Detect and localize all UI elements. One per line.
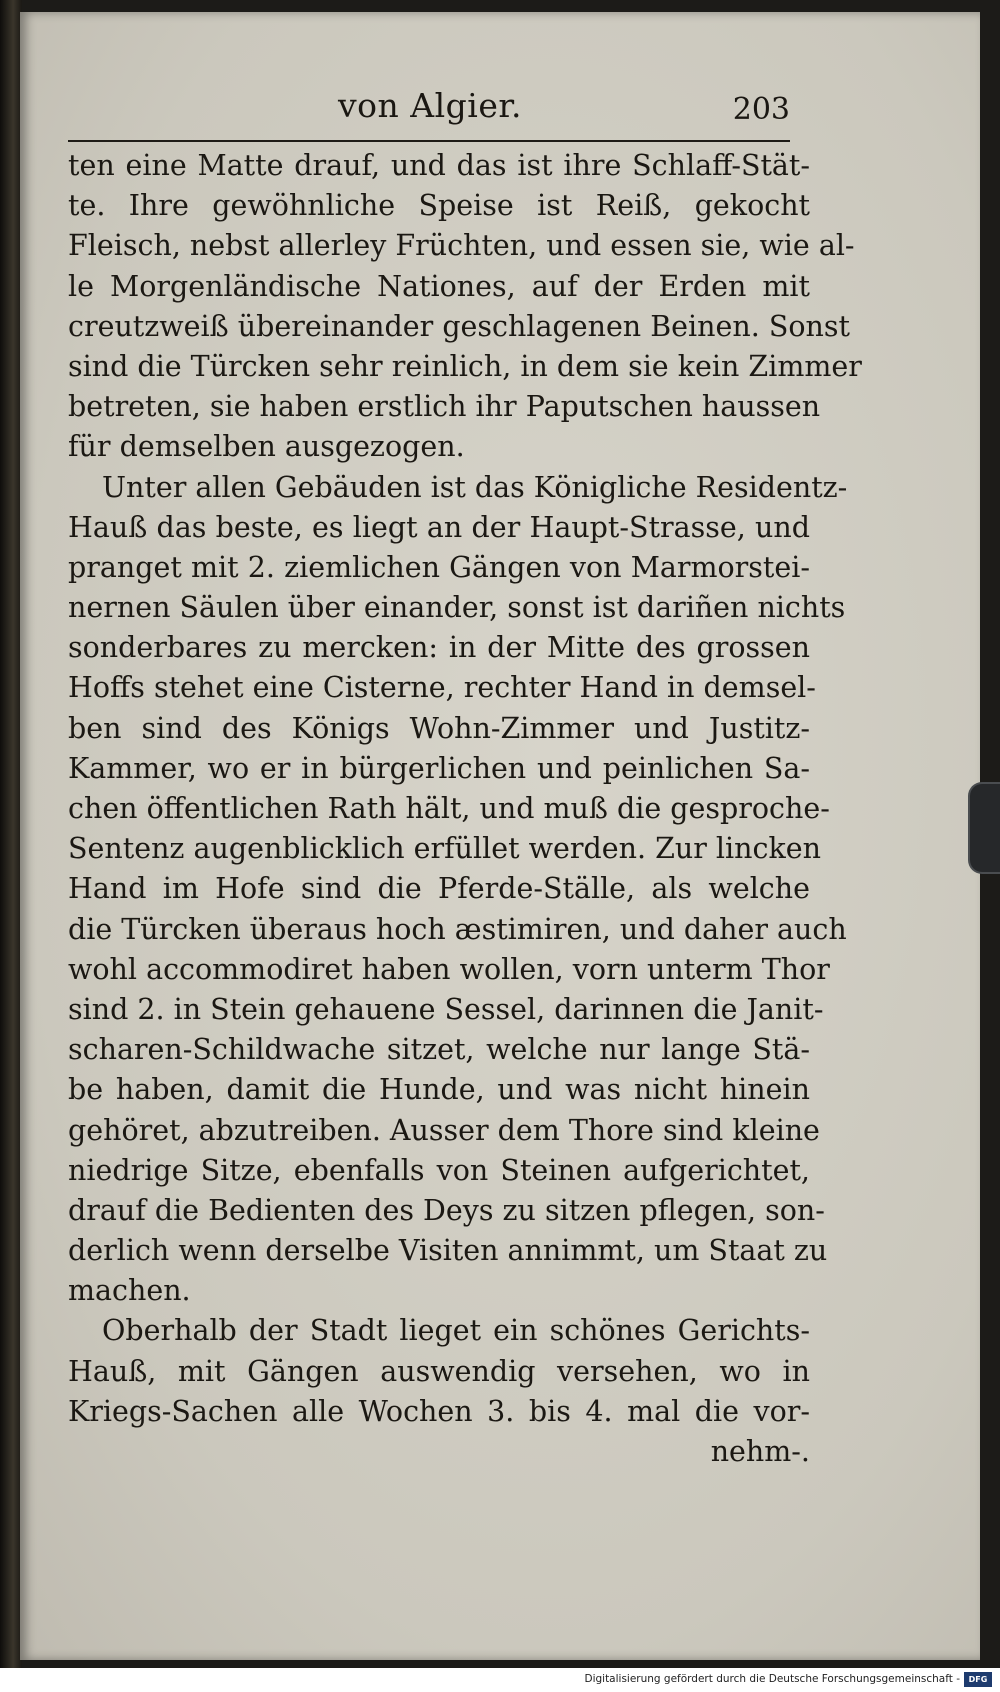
text-line: Hoffs stehet eine Cisterne, rechter Hand in demsel- xyxy=(68,671,816,705)
text-line: sonderbares zu mercken: in der Mitte des grossen xyxy=(68,631,810,665)
page-header xyxy=(70,86,790,138)
text-line: Sentenz augenblicklich erfüllet werden. Zur lincken xyxy=(68,832,821,866)
text-line: sind 2. in Stein gehauene Sessel, darinnen die Janit- xyxy=(68,992,824,1026)
text-line: Kriegs-Sachen alle Wochen 3. bis 4. mal die vor- xyxy=(68,1394,810,1428)
catchword: nehm-. xyxy=(710,1435,810,1468)
body-text xyxy=(68,146,862,1472)
text-line: Oberhalb der Stadt lieget ein schönes Gerichts- xyxy=(102,1314,810,1348)
dfg-logo-icon: DFG xyxy=(964,1672,992,1687)
text-line: betreten, sie haben erstlich ihr Paputschen haussen xyxy=(68,390,821,424)
text-line: für demselben ausgezogen. xyxy=(68,430,465,464)
text-line: creutzweiß übereinander geschlagenen Beinen. Sonst xyxy=(68,309,850,343)
text-line: derlich wenn derselbe Visiten annimmt, um Staat zu xyxy=(68,1234,828,1268)
text-line: Fleisch, nebst allerley Früchten, und essen sie, wie al- xyxy=(68,229,855,263)
text-line: Kammer, wo er in bürgerlichen und peinlichen Sa- xyxy=(68,751,810,785)
text-line: ten eine Matte drauf, und das ist ihre Schlaff-Stät- xyxy=(68,149,810,182)
text-line: be haben, damit die Hunde, und was nicht hinein xyxy=(68,1073,810,1107)
footer-bar xyxy=(0,1668,1000,1692)
text-line: te. Ihre gewöhnliche Speise ist Reiß, gekocht xyxy=(68,189,810,223)
text-line: Hand im Hofe sind die Pferde-Ställe, als welche xyxy=(68,872,810,906)
text-line: Hauß das beste, es liegt an der Haupt-Strasse, und xyxy=(68,510,810,544)
text-line: Hauß, mit Gängen auswendig versehen, wo in xyxy=(68,1354,810,1388)
text-line: ben sind des Königs Wohn-Zimmer und Justitz- xyxy=(68,711,810,745)
page-number: 203 xyxy=(732,92,790,127)
book-spine xyxy=(0,0,22,1668)
text-line: sind die Türcken sehr reinlich, in dem sie kein Zimmer xyxy=(68,349,862,383)
text-line: scharen-Schildwache sitzet, welche nur lange Stä- xyxy=(68,1033,810,1067)
text-line: gehöret, abzutreiben. Ausser dem Thore sind kleine xyxy=(68,1113,820,1147)
text-line: wohl accommodiret haben wollen, vorn unterm Thor xyxy=(68,952,830,986)
header-rule xyxy=(68,140,790,142)
footer-credit: Digitalisierung gefördert durch die Deutsche Forschungsgemeinschaft - xyxy=(584,1673,960,1685)
text-line: nernen Säulen über einander, sonst ist dariñen nichts xyxy=(68,591,846,625)
text-line: machen. xyxy=(68,1274,191,1308)
text-line: niedrige Sitze, ebenfalls von Steinen aufgerichtet, xyxy=(68,1153,810,1187)
page-clip-tab xyxy=(968,782,1000,874)
running-head: von Algier. xyxy=(338,86,522,125)
text-line: Unter allen Gebäuden ist das Königliche Residentz- xyxy=(102,470,848,504)
text-line: chen öffentlichen Rath hält, und muß die gesproche- xyxy=(68,792,830,825)
text-line: pranget mit 2. ziemlichen Gängen von Marmorstei- xyxy=(68,550,810,584)
text-line: die Türcken überaus hoch æstimiren, und daher auch xyxy=(68,912,847,946)
text-line: le Morgenländische Nationes, auf der Erden mit xyxy=(68,269,810,303)
text-line: drauf die Bedienten des Deys zu sitzen pflegen, son- xyxy=(68,1193,825,1227)
